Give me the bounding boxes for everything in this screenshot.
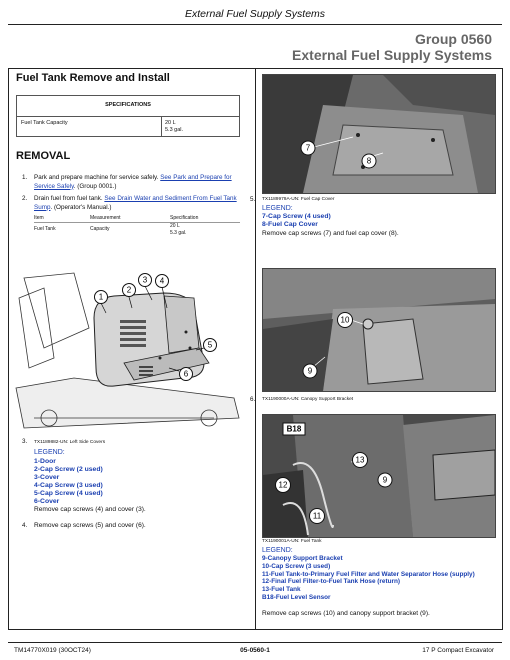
svg-text:8: 8 [366, 156, 372, 166]
step-5-number: 5. [250, 196, 256, 203]
legend-item: 11-Fuel Tank-to-Primary Fuel Filter and Water Separator Hose (supply) [262, 570, 475, 578]
legend-item: 13-Fuel Tank [262, 586, 301, 594]
step-3-legend-title: LEGEND: [34, 449, 65, 456]
svg-text:1: 1 [98, 292, 104, 302]
group-number: Group 0560 [414, 31, 492, 47]
step-6-number: 6. [250, 396, 256, 403]
step-2-text: Drain fuel from fuel tank. [34, 195, 103, 202]
footer-doc-id: TM14770X019 (30OCT24) [14, 647, 91, 654]
mini-table-value-l: 20 L [170, 223, 180, 229]
removal-heading: REMOVAL [16, 150, 71, 162]
legend-item: B18-Fuel Level Sensor [262, 593, 331, 601]
footer-rule [8, 642, 502, 643]
group-title: External Fuel Supply Systems [292, 47, 492, 63]
spec-value-l: 20 L [165, 120, 176, 126]
step-5-legend-title: LEGEND: [262, 205, 293, 212]
mini-table-header-measurement: Measurement [90, 215, 121, 221]
fuel-cap-cover-photo [262, 74, 496, 194]
svg-text:B18: B18 [286, 424, 302, 434]
step-4-text: Remove cap screws (5) and cover (6). [34, 522, 146, 529]
legend-item: 5-Cap Screw (4 used) [34, 490, 103, 497]
step-1-number: 1. [22, 174, 28, 181]
svg-text:7: 7 [305, 143, 311, 153]
step-5-caption: TX1189979A-UN: Fuel Cap Cover [262, 197, 335, 202]
svg-text:4: 4 [159, 276, 165, 286]
fuel-tank-photo [262, 414, 496, 538]
step-4-number: 4. [22, 522, 28, 529]
section-title: Fuel Tank Remove and Install [16, 72, 170, 84]
svg-text:12: 12 [278, 480, 288, 490]
mini-table-item: Fuel Tank [34, 226, 56, 232]
mini-table-header-item: Item [34, 215, 44, 221]
legend-item: 6-Cover [34, 498, 60, 505]
step-1-text: Park and prepare machine for service safely. [34, 174, 159, 181]
step-1 [22, 174, 240, 191]
legend-item: 12-Final Fuel Filter-to-Fuel Tank Hose (return) [262, 578, 401, 586]
step-6-caption: TX1190000A-UN: Canopy Support Bracket [262, 397, 354, 402]
legend-item: 3-Cover [34, 474, 60, 481]
mini-table-measurement: Capacity [90, 226, 110, 232]
step-3-caption: TX1189882-UN: Left Side Covers [34, 440, 106, 445]
step-2-number: 2. [22, 195, 28, 202]
svg-text:9: 9 [307, 366, 313, 376]
step-7-legend-title: LEGEND: [262, 547, 293, 554]
step-7-text: Remove cap screws (10) and canopy support bracket (9). [262, 610, 430, 617]
legend-item: 10-Cap Screw (3 used) [262, 562, 331, 570]
left-side-covers-illustration [14, 268, 246, 436]
running-title: External Fuel Supply Systems [184, 8, 326, 20]
legend-item: 4-Cap Screw (3 used) [34, 482, 103, 489]
footer-page-number: 05-0560-1 [240, 647, 270, 654]
step-3-text: Remove cap screws (4) and cover (3). [34, 506, 146, 513]
spec-value-gal: 5.3 gal. [165, 127, 184, 133]
legend-item: 8-Fuel Cap Cover [262, 221, 318, 228]
svg-text:10: 10 [340, 315, 350, 325]
step-7-legend [262, 555, 492, 602]
mini-table-value-gal: 5.3 gal. [170, 230, 187, 236]
step-3-number: 3. [22, 438, 28, 445]
legend-item: 9-Canopy Support Bracket [262, 555, 343, 562]
step-7-caption: TX1190001A-UN: Fuel Tank [262, 539, 322, 544]
specifications-table [16, 95, 240, 137]
svg-text:2: 2 [126, 285, 132, 295]
step-1-after: . (Group 0001.) [73, 182, 117, 190]
footer-product: 17 P Compact Excavator [422, 647, 494, 654]
mini-table-rule [34, 222, 240, 223]
specifications-heading: SPECIFICATIONS [105, 102, 151, 108]
legend-item: 1-Door [34, 458, 56, 465]
svg-text:6: 6 [183, 369, 189, 379]
step-2 [22, 195, 240, 212]
svg-text:3: 3 [142, 275, 148, 285]
spec-item: Fuel Tank Capacity [21, 120, 68, 126]
svg-text:5: 5 [207, 340, 213, 350]
step-2-after: . (Operator's Manual.) [50, 203, 112, 211]
mini-table-header-specification: Specification [170, 215, 199, 221]
step-5-text: Remove cap screws (7) and fuel cap cover (8). [262, 230, 399, 237]
spec-column-divider [161, 116, 162, 136]
legend-item: 2-Cap Screw (2 used) [34, 466, 103, 473]
legend-item: 7-Cap Screw (4 used) [262, 213, 331, 220]
step-2-link[interactable]: See Drain Water and Sediment From Fuel Tank Sump [34, 195, 237, 211]
canopy-support-bracket-photo [262, 268, 496, 392]
svg-text:9: 9 [382, 475, 388, 485]
svg-text:11: 11 [312, 511, 322, 521]
step-1-link[interactable]: See Park and Prepare for Service Safely [34, 174, 232, 190]
header-rule [8, 24, 502, 25]
spec-rule [17, 116, 239, 117]
step-5-legend [262, 213, 331, 229]
svg-text:13: 13 [355, 455, 365, 465]
step-3-legend [34, 458, 103, 506]
